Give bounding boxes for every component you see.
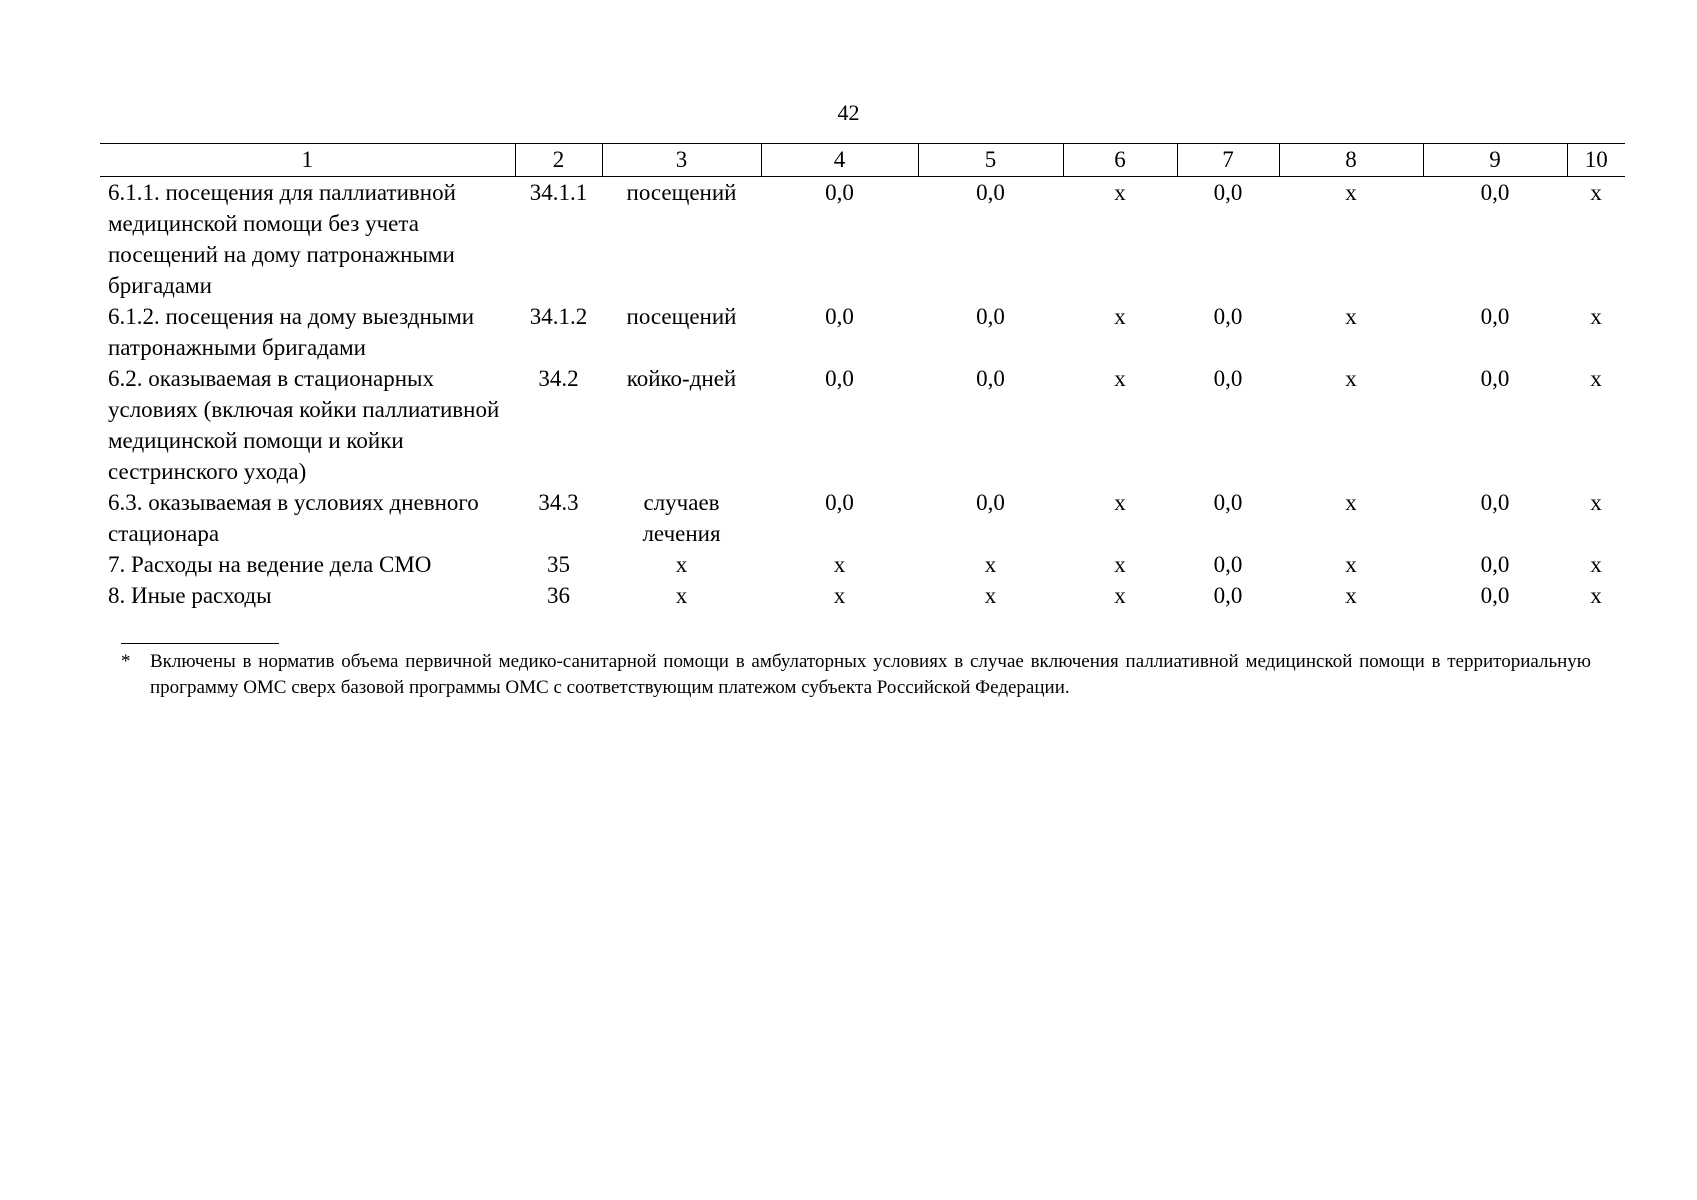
table-cell: х bbox=[1114, 366, 1126, 391]
table-cell: 0,0 bbox=[976, 304, 1005, 329]
table-cell: х bbox=[1114, 304, 1126, 329]
footnote-text: Включены в норматив объема первичной медико-санитарной помощи в амбулаторных условиях в случае включения паллиативной медицинской помощи в территориальную программу ОМС сверх базовой программы ОМС с соответствующим платежом субъекта Российской Федерации. bbox=[150, 651, 1591, 698]
row-description: 6.2. оказываемая в стационарных условиях (включая койки паллиативной медицинской помощи и койки сестринского ухода) bbox=[108, 366, 500, 484]
table-cell: 0,0 bbox=[825, 490, 854, 515]
table-cell: х bbox=[1114, 490, 1126, 515]
table-cell: х bbox=[1590, 583, 1602, 608]
row-unit: посещений bbox=[626, 180, 737, 205]
table-cell: х bbox=[1590, 490, 1602, 515]
table-row bbox=[100, 177, 1625, 302]
table-cell: 0,0 bbox=[1480, 552, 1510, 577]
table-cell: 0,0 bbox=[976, 180, 1005, 205]
column-header: 2 bbox=[515, 144, 602, 177]
page-number: 42 bbox=[837, 100, 860, 125]
table-cell: х bbox=[1114, 583, 1126, 608]
table-cell: х bbox=[1345, 180, 1357, 205]
footnote-separator bbox=[121, 643, 279, 644]
table-cell: х bbox=[1114, 552, 1126, 577]
row-code: 34.1.1 bbox=[529, 180, 588, 205]
table-row bbox=[100, 549, 1625, 580]
table-cell: х bbox=[1345, 490, 1357, 515]
row-unit: х bbox=[675, 552, 688, 577]
row-code: 35 bbox=[547, 552, 570, 577]
table-header-row bbox=[100, 144, 1625, 177]
row-code: 34.1.2 bbox=[529, 304, 588, 329]
table-cell: 0,0 bbox=[825, 180, 854, 205]
table-cell: 0,0 bbox=[1480, 583, 1510, 608]
table-cell: х bbox=[1345, 552, 1357, 577]
table-cell: 0,0 bbox=[976, 366, 1005, 391]
table-cell: х bbox=[1590, 180, 1602, 205]
table-cell: 0,0 bbox=[1213, 552, 1243, 577]
table-cell: х bbox=[1345, 366, 1357, 391]
expenses-table bbox=[100, 143, 1625, 611]
table-row bbox=[100, 580, 1625, 611]
row-unit: койко-дней bbox=[626, 366, 737, 391]
table-cell: 0,0 bbox=[825, 366, 854, 391]
table-cell: х bbox=[1345, 304, 1357, 329]
row-unit: посещений bbox=[626, 304, 737, 329]
column-header: 6 bbox=[1063, 144, 1177, 177]
table-row bbox=[100, 487, 1625, 549]
row-code: 36 bbox=[547, 583, 570, 608]
table-cell: 0,0 bbox=[1213, 304, 1243, 329]
row-code: 34.2 bbox=[538, 366, 579, 391]
table-cell: 0,0 bbox=[1213, 583, 1243, 608]
column-header: 10 bbox=[1567, 144, 1625, 177]
footnote bbox=[121, 649, 1591, 701]
table-cell: 0,0 bbox=[825, 304, 854, 329]
table-cell: 0,0 bbox=[1480, 366, 1510, 391]
table-cell: х bbox=[1590, 552, 1602, 577]
table-cell: 0,0 bbox=[1213, 366, 1243, 391]
row-code: 34.3 bbox=[538, 490, 579, 515]
column-header: 7 bbox=[1177, 144, 1279, 177]
footnote-marker: * bbox=[121, 651, 131, 672]
row-unit: х bbox=[675, 583, 688, 608]
column-header: 9 bbox=[1423, 144, 1567, 177]
table-cell: 0,0 bbox=[1480, 180, 1510, 205]
row-description: 6.1.1. посещения для паллиативной медицинской помощи без учета посещений на дому патронажными бригадами bbox=[108, 180, 456, 298]
table-cell: 0,0 bbox=[1213, 180, 1243, 205]
table-cell: х bbox=[833, 552, 846, 577]
table-cell: х bbox=[1590, 304, 1602, 329]
table-cell: 0,0 bbox=[976, 490, 1005, 515]
row-description: 6.3. оказываемая в условиях дневного стационара bbox=[108, 490, 479, 546]
table-cell: х bbox=[1345, 583, 1357, 608]
table-cell: х bbox=[1590, 366, 1602, 391]
row-description: 7. Расходы на ведение дела СМО bbox=[108, 552, 432, 577]
row-unit: случаев лечения bbox=[642, 490, 721, 546]
table-cell: х bbox=[833, 583, 846, 608]
table-cell: 0,0 bbox=[1480, 490, 1510, 515]
column-header: 5 bbox=[918, 144, 1063, 177]
table-cell: 0,0 bbox=[1213, 490, 1243, 515]
table-cell: х bbox=[1114, 180, 1126, 205]
table-row bbox=[100, 301, 1625, 363]
table-cell: 0,0 bbox=[1480, 304, 1510, 329]
table-cell: х bbox=[984, 552, 997, 577]
column-header: 4 bbox=[761, 144, 918, 177]
row-description: 8. Иные расходы bbox=[108, 583, 272, 608]
column-header: 8 bbox=[1279, 144, 1423, 177]
table-row bbox=[100, 363, 1625, 487]
column-header: 1 bbox=[100, 144, 515, 177]
column-header: 3 bbox=[602, 144, 761, 177]
row-description: 6.1.2. посещения на дому выездными патронажными бригадами bbox=[108, 304, 475, 360]
table-cell: х bbox=[984, 583, 997, 608]
